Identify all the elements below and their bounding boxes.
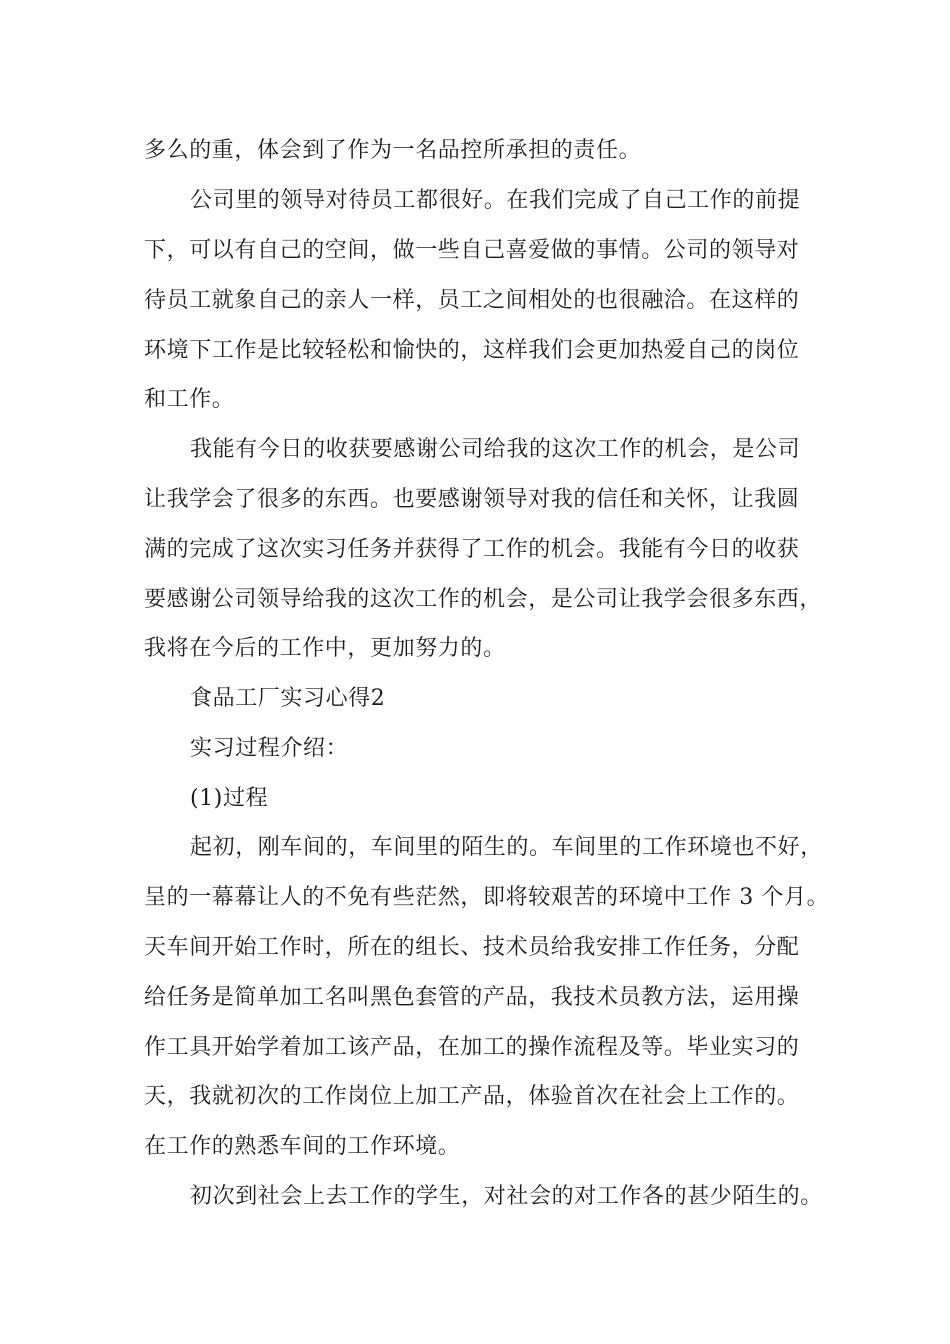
body-text-line: 在工作的熟悉车间的工作环境。 bbox=[144, 1134, 461, 1159]
body-text-line: 多么的重，体会到了作为一名品控所承担的责任。 bbox=[144, 138, 642, 163]
paragraph-first-line: 起初，刚车间的，车间里的陌生的。车间里的工作环境也不好， bbox=[190, 835, 823, 860]
body-text-line: 给任务是简单加工名叫黑色套管的产品，我技术员教方法，运用操 bbox=[144, 985, 800, 1010]
body-text-line: 我将在今后的工作中，更加努力的。 bbox=[144, 636, 506, 661]
body-text-line: 环境下工作是比较轻松和愉快的，这样我们会更加热爱自己的岗位 bbox=[144, 338, 800, 363]
body-text-line: 天，我就初次的工作岗位上加工产品，体验首次在社会上工作的。 bbox=[144, 1084, 800, 1109]
body-text-line: 下，可以有自己的空间，做一些自己喜爱做的事情。公司的领导对 bbox=[144, 238, 800, 263]
subsection-heading: 实习过程介绍： bbox=[190, 736, 349, 761]
paragraph-first-line: 公司里的领导对待员工都很好。在我们完成了自己工作的前提 bbox=[190, 188, 801, 213]
body-text-line: 让我学会了很多的东西。也要感谢领导对我的信任和关怀，让我圆 bbox=[144, 487, 800, 512]
body-text-line: 和工作。 bbox=[144, 387, 235, 412]
body-text-line: 天车间开始工作时，所在的组长、技术员给我安排工作任务，分配 bbox=[144, 935, 800, 960]
section-heading: 食品工厂实习心得2 bbox=[190, 686, 386, 711]
body-text-line: 要感谢公司领导给我的这次工作的机会，是公司让我学会很多东西， bbox=[144, 587, 823, 612]
body-text-line: 作工具开始学着加工该产品，在加工的操作流程及等。毕业实习的 bbox=[144, 1035, 800, 1060]
body-text-line: 呈的一幕幕让人的不免有些茫然，即将较艰苦的环境中工作 3 个月。 bbox=[144, 885, 830, 910]
body-text-line: 满的完成了这次实习任务并获得了工作的机会。我能有今日的收获 bbox=[144, 537, 800, 562]
paragraph-first-line: 初次到社会上去工作的学生，对社会的对工作各的甚少陌生的。 bbox=[190, 1184, 823, 1209]
body-text-line: 待员工就象自己的亲人一样，员工之间相处的也很融洽。在这样的 bbox=[144, 288, 800, 313]
list-item-heading: (1)过程 bbox=[190, 786, 269, 811]
paragraph-first-line: 我能有今日的收获要感谢公司给我的这次工作的机会，是公司 bbox=[190, 437, 801, 462]
